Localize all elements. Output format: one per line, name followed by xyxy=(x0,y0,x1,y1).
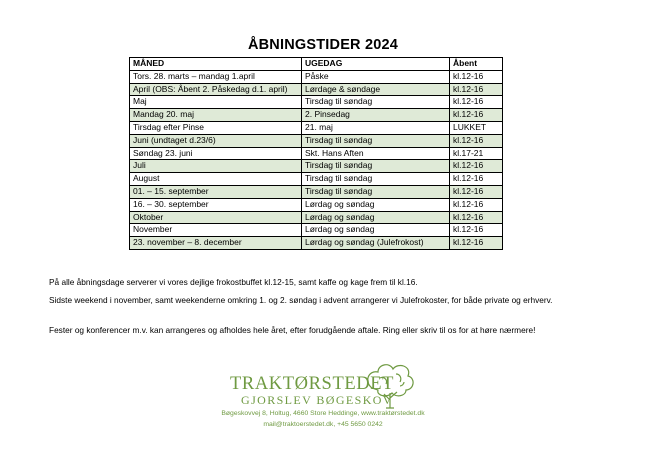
cell-month: Søndag 23. juni xyxy=(130,147,302,160)
cell-weekday: Lørdag og søndag xyxy=(302,224,450,237)
cell-weekday: Påske xyxy=(302,70,450,83)
cell-weekday: Tirsdag til søndag xyxy=(302,173,450,186)
table-row xyxy=(130,185,503,198)
cell-month: Juni (undtaget d.23/6) xyxy=(130,134,302,147)
cell-month: August xyxy=(130,173,302,186)
paragraph-lunch-buffet: På alle åbningsdage serverer vi vores dejlige frokostbuffet kl.12-15, samt kaffe og kage frem til kl.16. xyxy=(49,277,418,287)
cell-hours: kl.12-16 xyxy=(450,173,503,186)
cell-weekday: Lørdage & søndage xyxy=(302,83,450,96)
cell-month: Tirsdag efter Pinse xyxy=(130,121,302,134)
cell-hours: kl.17-21 xyxy=(450,147,503,160)
cell-weekday: 2. Pinsedag xyxy=(302,109,450,122)
table-header-row xyxy=(130,58,503,71)
address-line: Bøgeskovvej 8, Holtug, 4660 Store Heddinge, www.traktørstedet.dk xyxy=(221,410,425,417)
cell-weekday: 21. maj xyxy=(302,121,450,134)
table-row xyxy=(130,96,503,109)
cell-weekday: Skt. Hans Aften xyxy=(302,147,450,160)
brand-subtitle: GJORSLEV BØGESKOV xyxy=(241,393,393,407)
table-row xyxy=(130,160,503,173)
cell-hours: kl.12-16 xyxy=(450,70,503,83)
cell-weekday: Tirsdag til søndag xyxy=(302,96,450,109)
table-row xyxy=(130,83,503,96)
cell-hours: kl.12-16 xyxy=(450,224,503,237)
cell-month: Tors. 28. marts – mandag 1.april xyxy=(130,70,302,83)
cell-hours: kl.12-16 xyxy=(450,134,503,147)
cell-month: Oktober xyxy=(130,211,302,224)
cell-month: November xyxy=(130,224,302,237)
table-row xyxy=(130,173,503,186)
cell-hours: kl.12-16 xyxy=(450,96,503,109)
cell-weekday: Tirsdag til søndag xyxy=(302,134,450,147)
brand-name: TRAKTØRSTEDET xyxy=(230,374,395,394)
cell-month: Mandag 20. maj xyxy=(130,109,302,122)
paragraph-julefrokost: Sidste weekend i november, samt weekenderne omkring 1. og 2. søndag i advent arrangerer vi Julefrokoster, for både private og erhverv. xyxy=(49,295,553,305)
cell-weekday: Lørdag og søndag (Julefrokost) xyxy=(302,237,450,250)
table-row xyxy=(130,224,503,237)
table-row xyxy=(130,70,503,83)
table-row xyxy=(130,109,503,122)
header-open: Åbent xyxy=(450,58,503,71)
cell-month: Maj xyxy=(130,96,302,109)
cell-hours: kl.12-16 xyxy=(450,83,503,96)
page-title: ÅBNINGSTIDER 2024 xyxy=(247,37,399,53)
cell-hours: kl.12-16 xyxy=(450,211,503,224)
cell-weekday: Lørdag og søndag xyxy=(302,211,450,224)
cell-month: Juli xyxy=(130,160,302,173)
cell-hours: kl.12-16 xyxy=(450,160,503,173)
cell-month: 01. – 15. september xyxy=(130,185,302,198)
cell-weekday: Tirsdag til søndag xyxy=(302,185,450,198)
table-row xyxy=(130,134,503,147)
header-weekday: UGEDAG xyxy=(302,58,450,71)
table-row xyxy=(130,147,503,160)
cell-month: 16. – 30. september xyxy=(130,198,302,211)
cell-weekday: Tirsdag til søndag xyxy=(302,160,450,173)
cell-hours: LUKKET xyxy=(450,121,503,134)
table-row xyxy=(130,211,503,224)
cell-hours: kl.12-16 xyxy=(450,109,503,122)
opening-hours-table xyxy=(129,57,503,250)
table-row xyxy=(130,237,503,250)
cell-weekday: Lørdag og søndag xyxy=(302,198,450,211)
cell-month: 23. november – 8. december xyxy=(130,237,302,250)
cell-hours: kl.12-16 xyxy=(450,185,503,198)
contact-line: mail@traktoerstedet.dk, +45 5650 0242 xyxy=(263,421,383,428)
cell-month: April (OBS: Åbent 2. Påskedag d.1. april) xyxy=(130,83,302,96)
cell-hours: kl.12-16 xyxy=(450,237,503,250)
cell-hours: kl.12-16 xyxy=(450,198,503,211)
table-row xyxy=(130,198,503,211)
paragraph-events: Fester og konferencer m.v. kan arrangeres og afholdes hele året, efter forudgående aftale. Ring eller skriv til os for at høre nærmere! xyxy=(49,325,536,335)
table-row xyxy=(130,121,503,134)
header-month: MÅNED xyxy=(130,58,302,71)
